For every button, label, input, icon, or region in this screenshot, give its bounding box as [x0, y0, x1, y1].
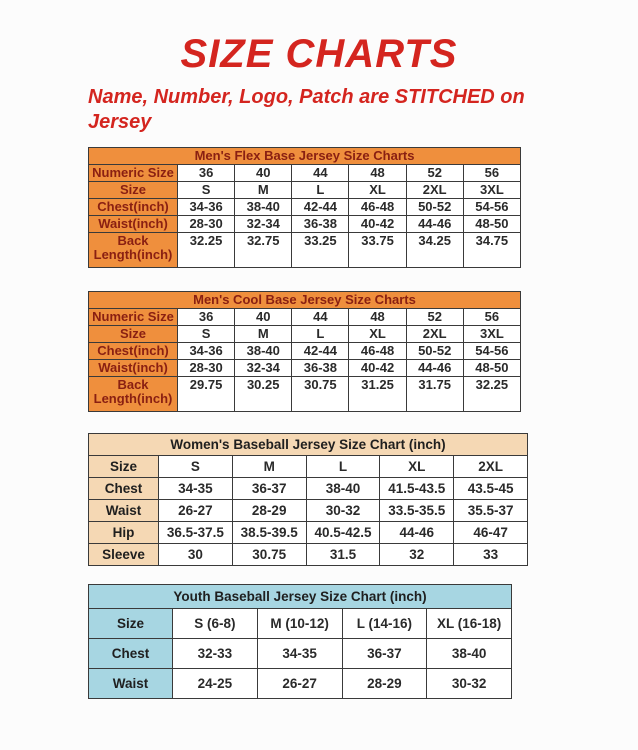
cell-value: 30-32: [306, 500, 380, 522]
row-label: Waist: [89, 500, 159, 522]
table-title: Youth Baseball Jersey Size Chart (inch): [89, 585, 512, 609]
cell-value: 38-40: [306, 478, 380, 500]
row-label: Waist(inch): [89, 216, 178, 233]
cell-value: 2XL: [454, 456, 528, 478]
size-table-mens-cool: [88, 291, 521, 412]
cell-value: 28-29: [232, 500, 306, 522]
row-label: Back Length(inch): [89, 377, 178, 412]
cell-value: 28-29: [342, 669, 427, 699]
cell-value: 28-30: [178, 360, 235, 377]
cell-value: 30.25: [235, 377, 292, 412]
size-table-mens-flex: [88, 147, 521, 268]
cell-value: S (6-8): [173, 609, 258, 639]
cell-value: 30.75: [292, 377, 349, 412]
cell-value: 32-33: [173, 639, 258, 669]
cell-value: 24-25: [173, 669, 258, 699]
table-row: [89, 216, 521, 233]
size-table-youth: [88, 584, 512, 699]
cell-value: S: [159, 456, 233, 478]
cell-value: 50-52: [406, 343, 463, 360]
row-label: Waist: [89, 669, 173, 699]
cell-value: XL (16-18): [427, 609, 512, 639]
table-row: [89, 639, 512, 669]
table-row: [89, 233, 521, 268]
cell-value: 44-46: [406, 360, 463, 377]
cell-value: 48: [349, 309, 406, 326]
cell-value: 48-50: [463, 360, 520, 377]
cell-value: 36-38: [292, 360, 349, 377]
cell-value: 38-40: [427, 639, 512, 669]
table-row: [89, 478, 528, 500]
cell-value: 40: [235, 165, 292, 182]
cell-value: 36-37: [232, 478, 306, 500]
cell-value: L: [306, 456, 380, 478]
table-row: [89, 456, 528, 478]
table-row: [89, 309, 521, 326]
cell-value: 36-37: [342, 639, 427, 669]
cell-value: 2XL: [406, 182, 463, 199]
cell-value: 56: [463, 309, 520, 326]
cell-value: 38.5-39.5: [232, 522, 306, 544]
cell-value: 32.25: [463, 377, 520, 412]
cell-value: S: [178, 326, 235, 343]
row-label: Numeric Size: [89, 165, 178, 182]
table-row: [89, 360, 521, 377]
cell-value: 30-32: [427, 669, 512, 699]
cell-value: XL: [380, 456, 454, 478]
cell-value: 2XL: [406, 326, 463, 343]
row-label: Chest(inch): [89, 199, 178, 216]
size-table-womens: [88, 433, 528, 566]
row-label: Numeric Size: [89, 309, 178, 326]
cell-value: 32-34: [235, 360, 292, 377]
table-title-row: [89, 148, 521, 165]
cell-value: 40: [235, 309, 292, 326]
cell-value: 54-56: [463, 343, 520, 360]
row-label: Size: [89, 456, 159, 478]
cell-value: 46-48: [349, 343, 406, 360]
cell-value: 32-34: [235, 216, 292, 233]
cell-value: 3XL: [463, 182, 520, 199]
page-subtitle: Name, Number, Logo, Patch are STITCHED on Jersey: [88, 86, 525, 133]
cell-value: 29.75: [178, 377, 235, 412]
row-label: Size: [89, 326, 178, 343]
cell-value: 26-27: [159, 500, 233, 522]
cell-value: 36.5-37.5: [159, 522, 233, 544]
cell-value: 44: [292, 309, 349, 326]
cell-value: 44-46: [380, 522, 454, 544]
cell-value: 31.75: [406, 377, 463, 412]
cell-value: 40-42: [349, 360, 406, 377]
cell-value: 50-52: [406, 199, 463, 216]
table-row: [89, 522, 528, 544]
table-row: [89, 182, 521, 199]
cell-value: 34.75: [463, 233, 520, 268]
cell-value: 32: [380, 544, 454, 566]
cell-value: 30: [159, 544, 233, 566]
cell-value: 52: [406, 309, 463, 326]
row-label: Hip: [89, 522, 159, 544]
cell-value: 33.5-35.5: [380, 500, 454, 522]
cell-value: 35.5-37: [454, 500, 528, 522]
table-title: Women's Baseball Jersey Size Chart (inch): [89, 434, 528, 456]
cell-value: L (14-16): [342, 609, 427, 639]
table-title: Men's Flex Base Jersey Size Charts: [89, 148, 521, 165]
cell-value: 56: [463, 165, 520, 182]
row-label: Waist(inch): [89, 360, 178, 377]
cell-value: M: [235, 182, 292, 199]
table-row: [89, 343, 521, 360]
table-row: [89, 500, 528, 522]
table-row: [89, 165, 521, 182]
cell-value: 28-30: [178, 216, 235, 233]
table-title-row: [89, 585, 512, 609]
cell-value: 38-40: [235, 199, 292, 216]
cell-value: L: [292, 182, 349, 199]
page-title: SIZE CHARTS: [180, 32, 458, 76]
cell-value: 38-40: [235, 343, 292, 360]
cell-value: 48: [349, 165, 406, 182]
row-label: Chest: [89, 639, 173, 669]
cell-value: 54-56: [463, 199, 520, 216]
cell-value: 26-27: [257, 669, 342, 699]
cell-value: 40.5-42.5: [306, 522, 380, 544]
cell-value: 31.25: [349, 377, 406, 412]
cell-value: 31.5: [306, 544, 380, 566]
row-label: Size: [89, 182, 178, 199]
cell-value: XL: [349, 326, 406, 343]
cell-value: XL: [349, 182, 406, 199]
table-row: [89, 326, 521, 343]
cell-value: 46-48: [349, 199, 406, 216]
cell-value: 34-36: [178, 343, 235, 360]
row-label: Sleeve: [89, 544, 159, 566]
table-row: [89, 669, 512, 699]
table-row: [89, 544, 528, 566]
cell-value: 32.75: [235, 233, 292, 268]
cell-value: 34.25: [406, 233, 463, 268]
cell-value: 30.75: [232, 544, 306, 566]
cell-value: M: [235, 326, 292, 343]
cell-value: 41.5-43.5: [380, 478, 454, 500]
table-row: [89, 199, 521, 216]
cell-value: 52: [406, 165, 463, 182]
table-title-row: [89, 434, 528, 456]
cell-value: 34-35: [257, 639, 342, 669]
cell-value: M: [232, 456, 306, 478]
row-label: Chest(inch): [89, 343, 178, 360]
cell-value: 36: [178, 309, 235, 326]
table-title-row: [89, 292, 521, 309]
cell-value: 36: [178, 165, 235, 182]
row-label: Chest: [89, 478, 159, 500]
table-title: Men's Cool Base Jersey Size Charts: [89, 292, 521, 309]
cell-value: 36-38: [292, 216, 349, 233]
cell-value: 33: [454, 544, 528, 566]
table-row: [89, 609, 512, 639]
cell-value: 33.25: [292, 233, 349, 268]
cell-value: 33.75: [349, 233, 406, 268]
cell-value: 34-35: [159, 478, 233, 500]
cell-value: 44-46: [406, 216, 463, 233]
row-label: Size: [89, 609, 173, 639]
cell-value: 3XL: [463, 326, 520, 343]
cell-value: 43.5-45: [454, 478, 528, 500]
row-label: Back Length(inch): [89, 233, 178, 268]
table-row: [89, 377, 521, 412]
cell-value: 32.25: [178, 233, 235, 268]
cell-value: 40-42: [349, 216, 406, 233]
cell-value: 42-44: [292, 199, 349, 216]
cell-value: L: [292, 326, 349, 343]
cell-value: 46-47: [454, 522, 528, 544]
cell-value: 48-50: [463, 216, 520, 233]
cell-value: 44: [292, 165, 349, 182]
cell-value: 42-44: [292, 343, 349, 360]
cell-value: M (10-12): [257, 609, 342, 639]
tables-area: [88, 147, 638, 699]
cell-value: S: [178, 182, 235, 199]
cell-value: 34-36: [178, 199, 235, 216]
